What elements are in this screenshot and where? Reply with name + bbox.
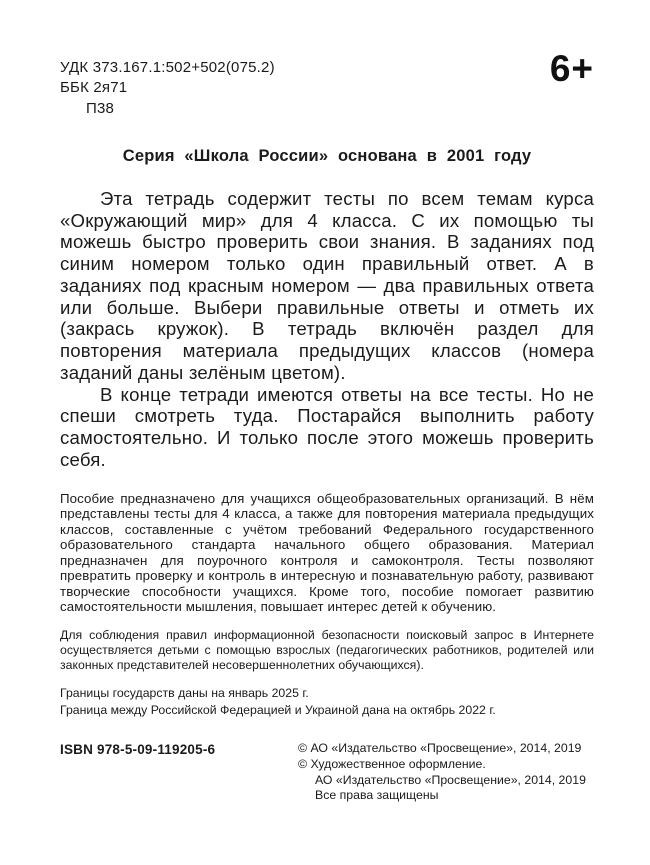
copyright-block: [298, 741, 594, 804]
intro-section: [60, 188, 594, 471]
copyright-line-2: © Художественное оформление.: [298, 757, 486, 772]
copyright-line-1: © АО «Издательство «Просвещение», 2014, 2019: [298, 741, 582, 756]
imprint-footer: [60, 741, 594, 804]
series-heading: Серия «Школа России» основана в 2001 году: [122, 146, 532, 165]
udk-line: УДК 373.167.1:502+502(075.2): [60, 59, 275, 76]
internet-safety-text: Для соблюдения правил информационной безопасности поисковый запрос в Интернете осуществляется детьми с помощью взрослых (педагогических работников, родителей или законных представителей несовершеннолетних обучающихся).: [60, 627, 594, 672]
author-sign: П38: [86, 99, 115, 117]
map-borders-note-2: Граница между Российской Федерацией и Украиной дана на октябрь 2022 г.: [60, 703, 496, 718]
age-rating-badge: 6+: [549, 48, 594, 89]
intro-paragraph-1: Эта тетрадь содержит тесты по всем темам курса «Окружающий мир» для 4 класса. С их помощью ты можешь быстро проверить свои знания. В заданиях под синим номером только один правильный ответ. А в заданиях под красным номером — два правильных ответа или больше. Выбери правильные ответы и отметь их (закрась кружок). В тетрадь включён раздел для повторения материала предыдущих классов (номера заданий даны зелёным цветом).: [60, 187, 594, 383]
internet-safety-note: [60, 628, 594, 673]
map-borders-notes: [60, 685, 594, 719]
copyright-line-3: АО «Издательство «Просвещение», 2014, 2019: [315, 772, 586, 787]
annotation-section: [60, 491, 594, 615]
intro-paragraph-2: В конце тетради имеются ответы на все тесты. Но не спеши смотреть туда. Постарайся выполнить работу самостоятельно. И только после этого можешь проверить себя.: [60, 383, 594, 470]
annotation-paragraph: Пособие предназначено для учащихся общеобразовательных организаций. В нём представлены тесты для 4 класса, а также для повторения материала предыдущих классов, составленные с учётом требований Федерального государственного образовательного стандарта начального общего образования. Материал предназначен для поурочного контроля и самоконтроля. Тесты позволяют превратить проверку и контроль в интересную и познавательную работу, развивают творческие способности учащихся. Кроме того, пособие помогает развитию самостоятельности мышления, повышает интерес детей к обучению.: [60, 490, 594, 615]
copyright-line-4: Все права защищены: [315, 788, 439, 803]
bibliographic-codes: [60, 58, 594, 119]
map-borders-note-1: Границы государств даны на январь 2025 г.: [60, 685, 309, 700]
isbn-text: ISBN 978-5-09-119205-6: [60, 742, 216, 758]
bbk-line: ББК 2я71: [60, 79, 128, 97]
